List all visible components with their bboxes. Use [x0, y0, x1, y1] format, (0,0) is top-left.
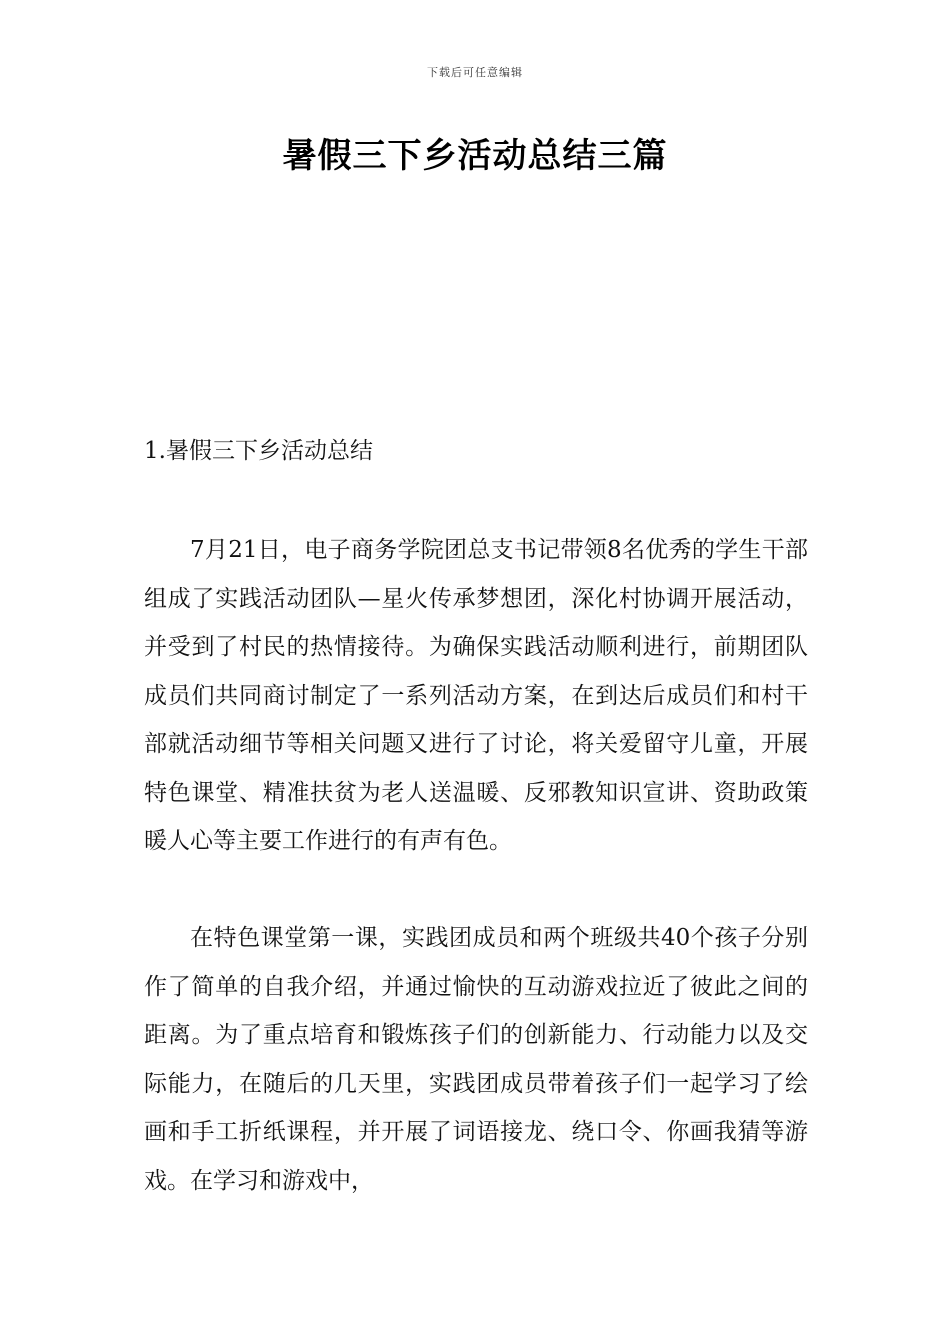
paragraph-1-text: 7月21日，电子商务学院团总支书记带领8名优秀的学生干部组成了实践活动团队—星火传承梦想团，深化村协调开展活动，并受到了村民的热情接待。为确保实践活动顺利进行，前期团队成员们共同商讨制定了一系列活动方案，在到达后成员们和村干部就活动细节等相关问题又进行了讨论，将关爱留守儿童，开展特色课堂、精准扶贫为老人送温暖、反邪教知识宣讲、资助政策暖人心等主要工作进行的有声有色。	[144, 537, 808, 854]
paragraph-2-text: 在特色课堂第一课，实践团成员和两个班级共40个孩子分别作了简单的自我介绍，并通过愉快的互动游戏拉近了彼此之间的距离。为了重点培育和锻炼孩子们的创新能力、行动能力以及交际能力，在随后的几天里，实践团成员带着孩子们一起学习了绘画和手工折纸课程，并开展了词语接龙、绕口令、你画我猜等游戏。在学习和游戏中，	[144, 925, 808, 1194]
header-note: 下载后可任意编辑	[427, 66, 523, 79]
section-heading: 1.暑假三下乡活动总结	[144, 438, 373, 464]
paragraph-1	[144, 526, 808, 866]
paragraph-2	[144, 914, 808, 1205]
document-title: 暑假三下乡活动总结三篇	[282, 136, 668, 176]
